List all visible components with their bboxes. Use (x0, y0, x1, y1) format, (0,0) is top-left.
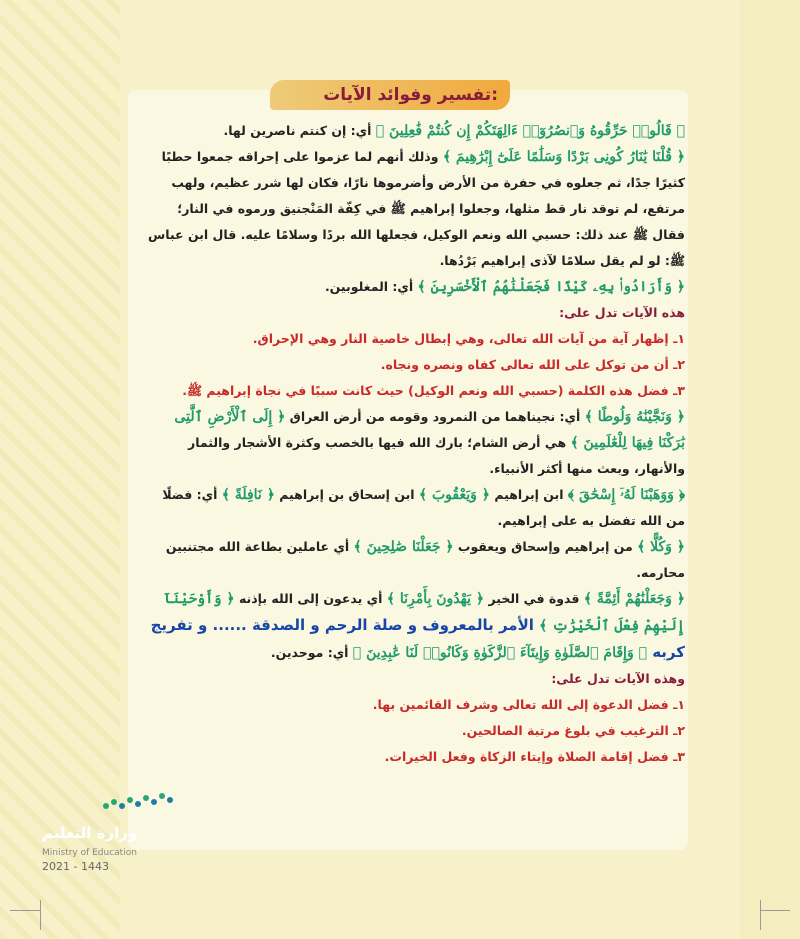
benefit-item: ١ـ فضل الدعوة إلى الله تعالى وشرف القائمين بها. (372, 697, 685, 712)
benefits-heading-1: هذه الآيات تدل على: (559, 305, 685, 320)
explanation: أي: فضلًا من الله تفضل به على إبراهيم. (162, 487, 685, 528)
ayah: ﴿ وَنَجَّيْنَٰهُ وَلُوطًا ﴾ (584, 409, 685, 425)
benefit-item: ٣ـ فضل هذه الكلمة (حسبي الله ونعم الوكيل) حيث كانت سببًا في نجاة إبراهيم ﷺ. (182, 383, 685, 398)
right-margin (740, 0, 800, 939)
ayah: ﴿ قُلْنَا يَٰنَارُ كُونِى بَرْدًا وَسَلَٰمًا عَلَىٰٓ إِبْرَٰهِيمَ ﴾ (442, 149, 685, 165)
explanation: أي: موحدين. (270, 645, 353, 660)
explanation: أي يدعون إلى الله بإذنه (234, 591, 387, 606)
explanation: وذلك أنهم لما عزموا على إحراقه جمعوا حطبًا كثيرًا جدًا، ثم جعلوه في حفرة من الأرض وأضرموها نارًا، فكان لها شرر عظيم، ولهب مرتفع، لم توقد نار قط مثلها، وجعلوا إبراهيم ﷺ في كِفّة المَنْجنيق ورموه في النار؛ فقال ﷺ عند ذلك: حسبي الله ونعم الوكيل، فجعلها الله بردًا وسلامًا عليه. قال ابن عباس ﷺ: لو لم يقل سلامًا لآذى إبراهيم بَرْدُها. (148, 149, 685, 268)
handwritten-note: الأمر بالمعروف و صلة الرحم و الصدقة ...... و تفريج كربه (150, 616, 685, 661)
ayah: ﴿ وَأَرَادُوا۟ بِهِۦ كَيْدًا فَجَعَلْنَٰهُمُ ٱلْأَخْسَرِينَ ﴾ (417, 279, 685, 295)
ayah: ﴿ وَكُلًّا ﴾ (637, 539, 685, 555)
crop-mark (10, 910, 40, 911)
ayah: ﴿ يَهْدُونَ بِأَمْرِنَا ﴾ (386, 591, 485, 607)
explanation: أي: المغلوبين. (324, 279, 418, 294)
section-title-badge (270, 80, 510, 110)
benefit-item: ٣ـ فضل إقامة الصلاة وإيتاء الزكاة وفعل الخيرات. (384, 749, 685, 764)
verse-line-6 (145, 534, 685, 586)
ministry-name-ar: وزارة التعليم (42, 824, 138, 842)
explanation: ابن إبراهيم (489, 487, 568, 502)
verse-line-5 (145, 482, 685, 534)
explanation: ابن إسحاق بن إبراهيم (274, 487, 419, 502)
verse-line-1 (145, 118, 685, 144)
logo-dots-icon (100, 790, 180, 812)
ayah: ﴿ قَالُوا۟ حَرِّقُوهُ وَٱنصُرُوٓا۟ ءَالِهَتَكُمْ إِن كُنتُمْ فَٰعِلِينَ ﴾ (375, 123, 685, 139)
explanation: أي عاملين بطاعة الله مجتنبين محارمه. (165, 539, 685, 580)
ministry-logo (40, 790, 140, 890)
verse-line-2 (145, 144, 685, 274)
ayah: ﴿ وَجَعَلْنَٰهُمْ أَئِمَّةً ﴾ (583, 591, 685, 607)
crop-mark (760, 900, 761, 930)
edition-year: 2021 - 1443 (42, 860, 109, 873)
ministry-name-en: Ministry of Education (42, 848, 137, 858)
section-title: تفسير وفوائد الآيات: (323, 85, 498, 105)
benefit-item: ١ـ إظهار آية من آيات الله تعالى، وهي إبطال خاصية النار وهي الإحراق. (252, 331, 685, 346)
crop-mark (760, 910, 790, 911)
ayah: ﴿ نَافِلَةً ﴾ (221, 487, 275, 503)
explanation: أي: إن كنتم ناصرين لها. (223, 123, 376, 138)
explanation: من إبراهيم وإسحاق ويعقوب (453, 539, 638, 554)
crop-mark (40, 900, 41, 930)
ayah: ﴿ وَوَهَبْنَا لَهُۥٓ إِسْحَٰقَ ﴾ (567, 487, 685, 503)
benefit-item: ٢ـ الترغيب في بلوغ مرتبة الصالحين. (461, 723, 685, 738)
tafsir-content (145, 118, 685, 770)
verse-line-4 (145, 404, 685, 482)
benefits-heading-2: وهذه الآيات تدل على: (551, 671, 685, 686)
verse-line-3 (145, 274, 685, 300)
explanation: قدوة في الخير (484, 591, 584, 606)
explanation: هي أرض الشام؛ بارك الله فيها بالخصب وكثرة الأشجار والثمار والأنهار، وبعث منها أكثر الأنبياء. (188, 435, 685, 476)
ayah: ﴿ إِلَى ٱلْأَرْضِ ٱلَّتِى بَٰرَكْنَا فِيهَا لِلْعَٰلَمِينَ ﴾ (174, 409, 685, 451)
explanation: أي: نجيناهما من النمرود وقومه من أرض العراق (285, 409, 585, 424)
benefit-item: ٢ـ أن من توكل على الله تعالى كفاه ونصره ونجاه. (380, 357, 685, 372)
verse-line-7 (145, 586, 685, 666)
ayah: ﴿ جَعَلْنَا صَٰلِحِينَ ﴾ (353, 539, 454, 555)
ayah: ﴿ وَأَوْحَيْنَآ إِلَيْهِمْ فِعْلَ ٱلْخَيْرَٰتِ ﴾ (164, 591, 685, 634)
ayah: ﴿ وَيَعْقُوبَ ﴾ (418, 487, 490, 503)
ayah: ﴿ وَإِقَامَ ٱلصَّلَوٰةِ وَإِيتَآءَ ٱلزَّكَوٰةِ وَكَانُوا۟ لَنَا عَٰبِدِينَ ﴾ (352, 645, 647, 661)
